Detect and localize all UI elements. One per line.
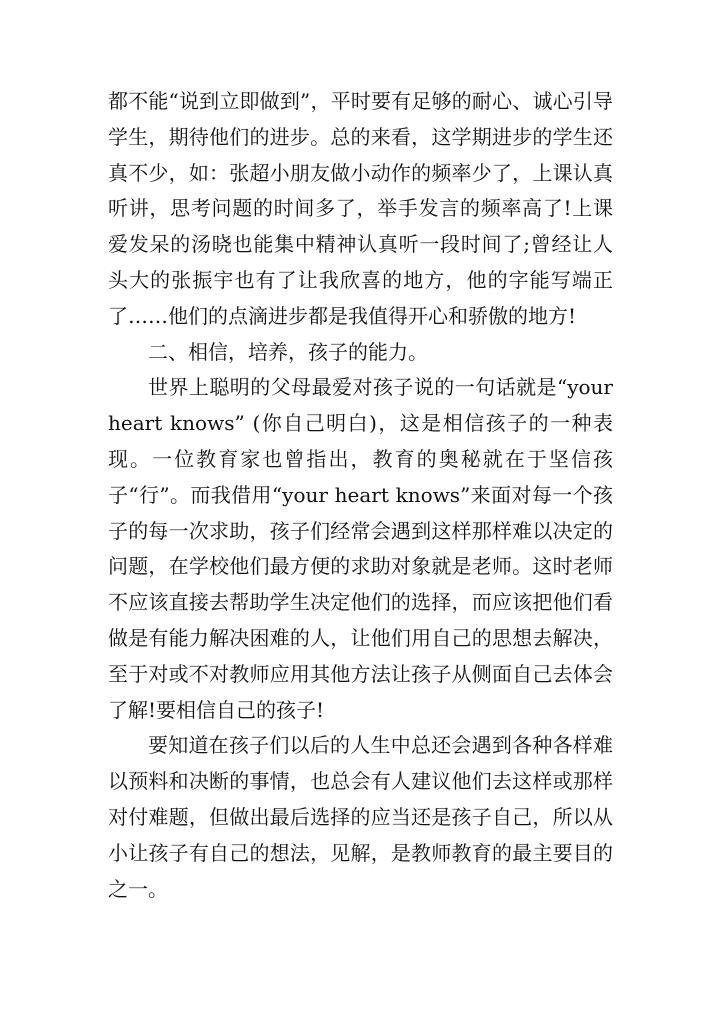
section-heading-2: 二、相信，培养，孩子的能力。 — [148, 339, 428, 364]
paragraph-3: 世界上聪明的父母最爱对孩子说的一句话就是“your heart knows” (你自己明白)，这是相信孩子的一种表现。一位教育家也曾指出，教育的奥秘就在于坚信孩子“行”。而我借用“your heart knows”来面对每一个孩子的每一次求助，孩子们经常会遇到这样那样难以决定的问题，在学校他们最方便的求助对象就是老师。这时老师不应该直接去帮助学生决定他们的选择，而应该把他们看做是有能力解决困难的人，让他们用自己的思想去解决，至于对或不对教师应用其他方法让孩子从侧面自己去体会了解!要相信自己的孩子! — [108, 375, 613, 722]
paragraph-4: 要知道在孩子们以后的人生中总还会遇到各种各样难以预料和决断的事情，也总会有人建议他们去这样或那样对付难题，但做出最后选择的应当还是孩子自己，所以从小让孩子有自己的想法，见解，是教师教育的最主要目的之一。 — [108, 733, 613, 901]
document-body — [108, 84, 613, 907]
paragraph-1: 都不能“说到立即做到”，平时要有足够的耐心、诚心引导学生，期待他们的进步。总的来看，这学期进步的学生还真不少，如：张超小朋友做小动作的频率少了，上课认真听讲，思考问题的时间多了，举手发言的频率高了!上课爱发呆的汤晓也能集中精神认真听一段时间了;曾经让人头大的张振宇也有了让我欣喜的地方，他的字能写端正了……他们的点滴进步都是我值得开心和骄傲的地方! — [108, 89, 613, 328]
